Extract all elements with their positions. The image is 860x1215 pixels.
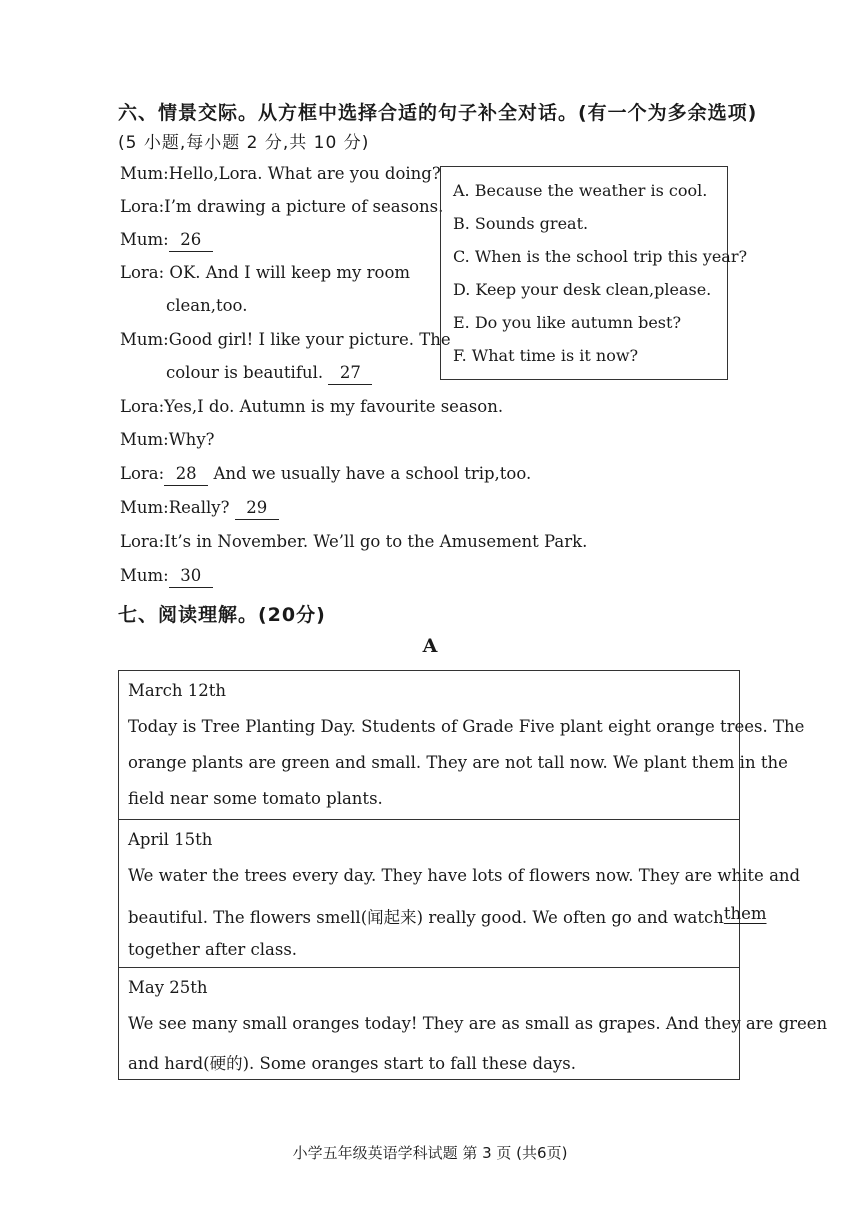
diary-entry [119, 967, 828, 1079]
dialogue-line-7 [166, 362, 372, 385]
dialogue-line-11 [120, 497, 279, 520]
answer-blank-27[interactable]: 27 [328, 362, 372, 385]
option-a: A. Because the weather is cool. [453, 181, 708, 200]
entry-line: We see many small oranges today! They are as small as grapes. And they are green [128, 1014, 828, 1033]
option-e: E. Do you like autumn best? [453, 313, 682, 332]
section7-title: 七、阅读理解。(20分) [118, 604, 326, 626]
underlined-word: them [723, 904, 767, 923]
entry-date: March 12th [128, 681, 226, 700]
option-d: D. Keep your desk clean,please. [453, 280, 712, 299]
dialogue-text: And we usually have a school trip,too. [213, 464, 532, 483]
page-footer: 小学五年级英语学科试题 第 3 页 (共6页) [292, 1144, 568, 1162]
answer-blank-28[interactable]: 28 [164, 463, 208, 486]
section6-title: 六、情景交际。从方框中选择合适的句子补全对话。(有一个为多余选项) [118, 102, 758, 124]
diary-entry [119, 819, 801, 967]
entry-line: field near some tomato plants. [128, 789, 383, 808]
answer-blank-30[interactable]: 30 [169, 565, 213, 588]
entry-date: May 25th [128, 978, 208, 997]
section6-subtitle: (5 小题,每小题 2 分,共 10 分) [118, 133, 370, 153]
dialogue-line-12: Lora:It’s in November. We’ll go to the Amusement Park. [120, 532, 588, 551]
entry-line: orange plants are green and small. They are not tall now. We plant them in the [128, 753, 788, 772]
entry-line: We water the trees every day. They have lots of flowers now. They are white and [128, 866, 801, 885]
dialogue-speaker: Mum: [120, 566, 169, 585]
entry-line: together after class. [128, 940, 298, 959]
entry-text: beautiful. The flowers smell(闻起来) really good. We often go and watch [128, 908, 724, 927]
dialogue-line-2: Lora:I’m drawing a picture of seasons. [120, 197, 444, 216]
diary-entry [119, 671, 805, 819]
dialogue-line-5: clean,too. [166, 296, 248, 315]
entry-line [128, 904, 767, 928]
answer-blank-29[interactable]: 29 [235, 497, 279, 520]
diary-table [118, 670, 828, 1080]
options-box [440, 166, 748, 380]
dialogue-line-6: Mum:Good girl! I like your picture. The [120, 330, 451, 349]
dialogue-line-9: Mum:Why? [120, 430, 215, 449]
dialogue-line-8: Lora:Yes,I do. Autumn is my favourite season. [120, 397, 504, 416]
passage-label: A [422, 635, 438, 657]
entry-line: and hard(硬的). Some oranges start to fall these days. [128, 1054, 576, 1073]
dialogue-text: colour is beautiful. [166, 363, 324, 382]
dialogue-line-3 [120, 229, 213, 252]
option-c: C. When is the school trip this year? [453, 247, 748, 266]
dialogue-speaker: Lora: [120, 464, 165, 483]
dialogue-line-1: Mum:Hello,Lora. What are you doing? [120, 164, 441, 183]
dialogue-line-4: Lora: OK. And I will keep my room [120, 263, 411, 282]
dialogue-text: Mum:Really? [120, 498, 230, 517]
option-b: B. Sounds great. [453, 214, 589, 233]
answer-blank-26[interactable]: 26 [169, 229, 213, 252]
option-f: F. What time is it now? [453, 346, 639, 365]
entry-line: Today is Tree Planting Day. Students of Grade Five plant eight orange trees. The [128, 717, 805, 736]
dialogue-line-13 [120, 565, 213, 588]
dialogue-speaker: Mum: [120, 230, 169, 249]
entry-date: April 15th [128, 830, 213, 849]
dialogue-line-10 [120, 463, 531, 486]
